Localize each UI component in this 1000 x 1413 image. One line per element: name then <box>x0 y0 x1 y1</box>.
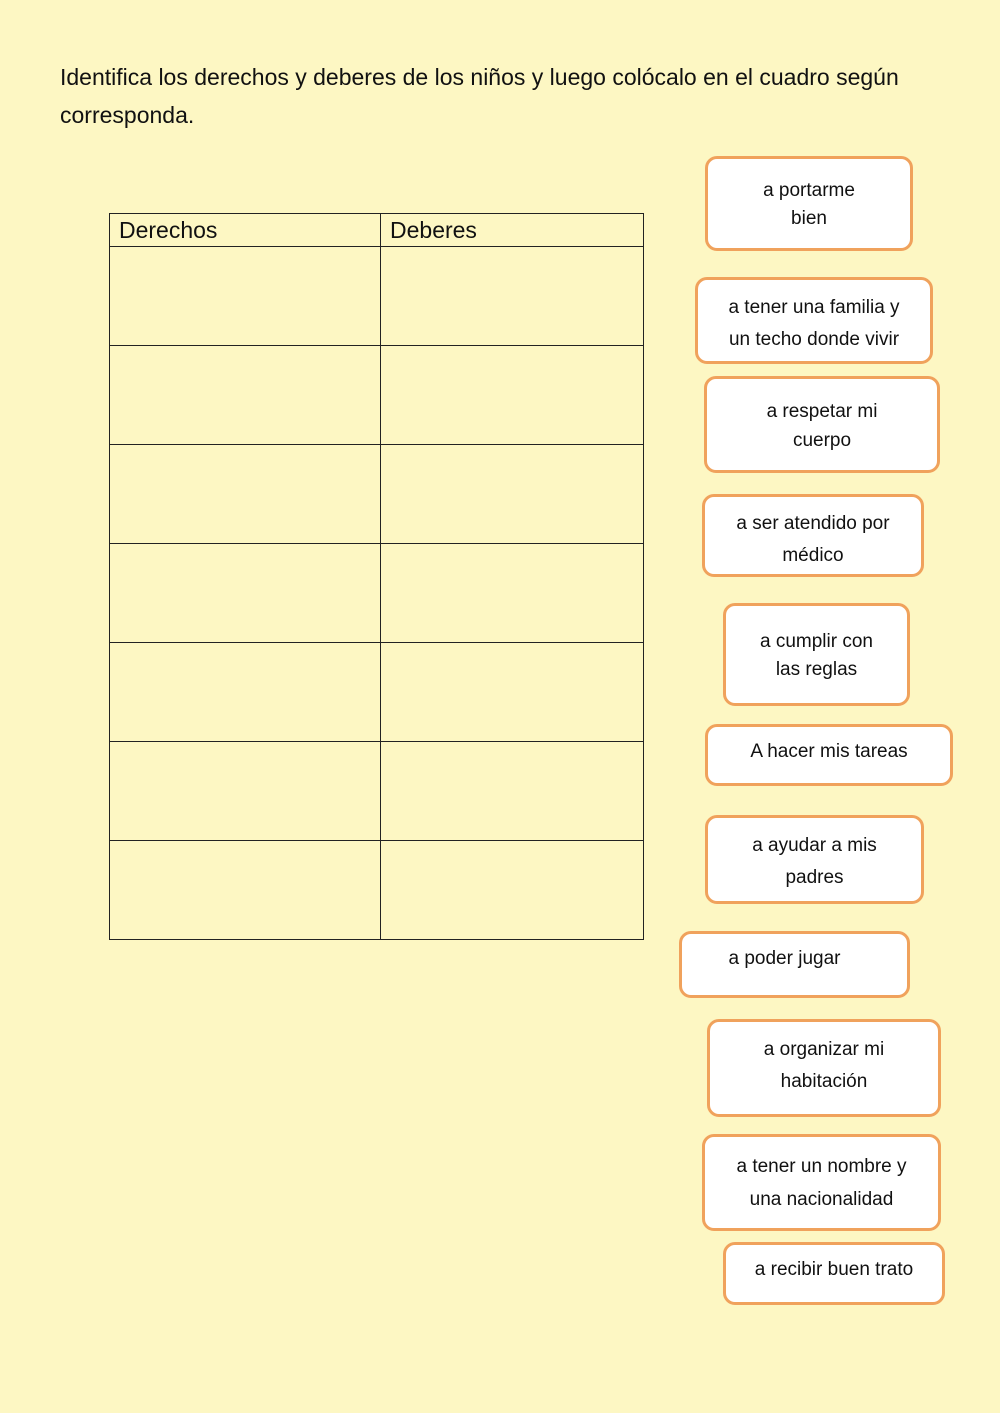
card-line: padres <box>785 867 844 888</box>
table-row <box>110 346 644 445</box>
table-row <box>110 841 644 940</box>
card-atendido-medico[interactable] <box>702 494 924 577</box>
drop-cell-derechos[interactable] <box>110 544 381 643</box>
card-line: a cumplir con <box>760 631 873 652</box>
drop-cell-deberes[interactable] <box>381 643 644 742</box>
drop-cell-derechos[interactable] <box>110 742 381 841</box>
table-row <box>110 247 644 346</box>
card-line: a ser atendido por <box>736 513 890 534</box>
drop-cell-derechos[interactable] <box>110 841 381 940</box>
card-line: habitación <box>780 1071 868 1092</box>
drop-cell-deberes[interactable] <box>381 445 644 544</box>
rights-duties-table <box>109 213 644 940</box>
card-line: las reglas <box>775 659 858 680</box>
drop-cell-derechos[interactable] <box>110 445 381 544</box>
card-line: a ayudar a mis <box>752 835 877 856</box>
card-familia-techo[interactable] <box>695 277 933 364</box>
drop-cell-deberes[interactable] <box>381 742 644 841</box>
table-row <box>110 742 644 841</box>
table-header-row <box>110 214 644 247</box>
card-line: médico <box>782 545 844 566</box>
table-row <box>110 643 644 742</box>
card-cumplir-reglas[interactable] <box>723 603 910 706</box>
card-line: A hacer mis tareas <box>750 741 908 762</box>
drop-cell-deberes[interactable] <box>381 247 644 346</box>
card-line: a tener una familia y <box>728 297 900 318</box>
card-buen-trato[interactable] <box>723 1242 945 1305</box>
card-portarme-bien[interactable] <box>705 156 913 251</box>
card-line: bien <box>791 208 827 229</box>
card-ayudar-padres[interactable] <box>705 815 924 904</box>
drop-cell-deberes[interactable] <box>381 841 644 940</box>
card-line: a respetar mi <box>766 401 878 422</box>
card-hacer-tareas[interactable] <box>705 724 953 786</box>
card-line: una nacionalidad <box>749 1189 894 1210</box>
card-line: a recibir buen trato <box>754 1259 914 1280</box>
drop-cell-derechos[interactable] <box>110 346 381 445</box>
header-derechos: Derechos <box>110 214 381 247</box>
card-line: a organizar mi <box>763 1039 885 1060</box>
table-row <box>110 445 644 544</box>
drop-cell-deberes[interactable] <box>381 346 644 445</box>
card-nombre-nacionalidad[interactable] <box>702 1134 941 1231</box>
card-line: a tener un nombre y <box>736 1156 907 1177</box>
card-poder-jugar[interactable] <box>679 931 910 998</box>
drop-cell-derechos[interactable] <box>110 247 381 346</box>
drop-cell-derechos[interactable] <box>110 643 381 742</box>
table-row <box>110 544 644 643</box>
drop-cell-deberes[interactable] <box>381 544 644 643</box>
card-line: un techo donde vivir <box>728 329 900 350</box>
card-organizar-habitacion[interactable] <box>707 1019 941 1117</box>
card-line: a poder jugar <box>728 948 841 969</box>
instructions-text: Identifica los derechos y deberes de los niños y luego colócalo en el cuadro según corresponda. <box>60 64 899 128</box>
card-respetar-cuerpo[interactable] <box>704 376 940 473</box>
card-line: a portarme <box>763 180 855 201</box>
card-line: cuerpo <box>792 430 852 451</box>
header-deberes: Deberes <box>381 214 644 247</box>
